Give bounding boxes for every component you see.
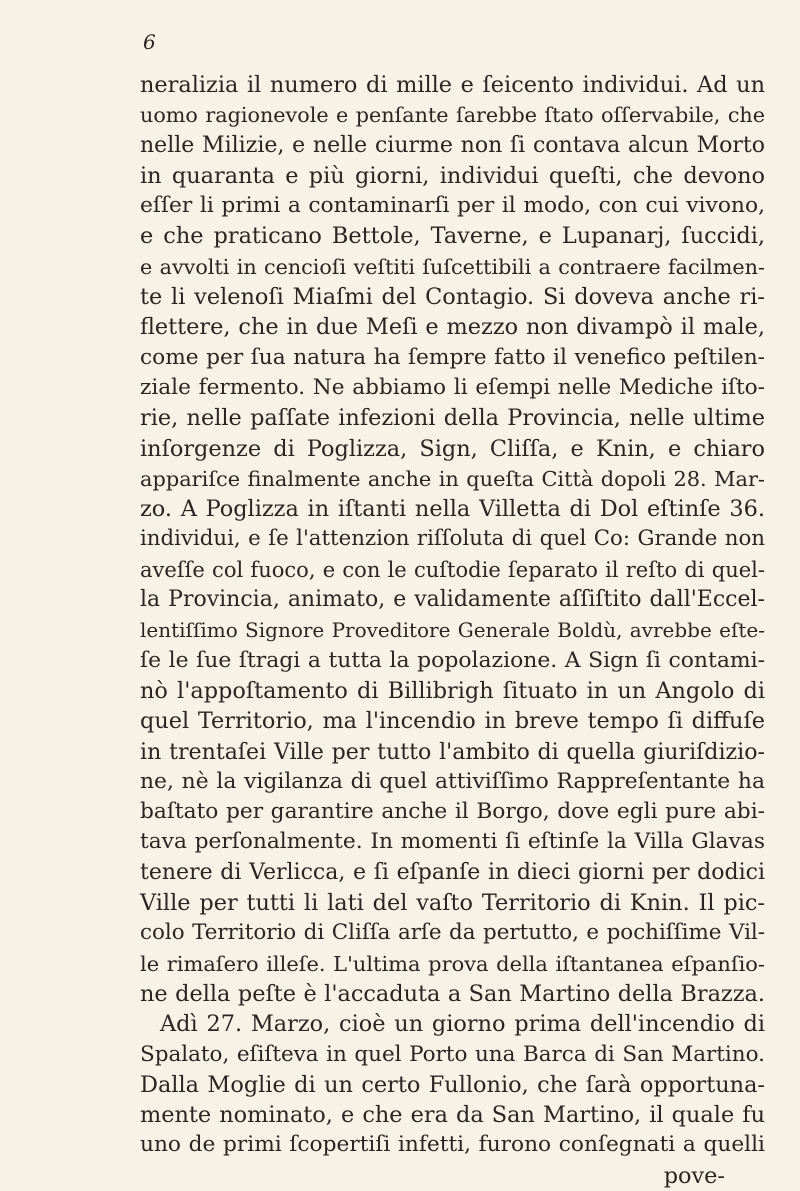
catchword: pove- bbox=[663, 1162, 725, 1189]
text-line: in trentaſei Ville per tutto l'ambito di quella giuriſdizio- bbox=[140, 738, 765, 765]
text-line: e che praticano Bettole, Taverne, e Lupanarj, ſuccidi, bbox=[140, 223, 765, 250]
text-line: neralizia il numero di mille e ſeicento individui. Ad un bbox=[140, 72, 765, 98]
text-line: individui, e ſe l'attenzion riſſoluta di quel Co: Grande non bbox=[140, 526, 765, 552]
text-line: Spalato, eſiſteva in quel Porto una Barca di San Martino. bbox=[140, 1041, 765, 1067]
text-line: mente nominato, e che era da San Martino, il quale fu bbox=[140, 1102, 765, 1129]
text-line: te li velenoſi Miaſmi del Contagio. Si doveva anche ri- bbox=[140, 284, 765, 311]
text-line: eſſer li primi a contaminarſi per il modo, con cui vivono, bbox=[140, 193, 765, 219]
text-line: nelle Milizie, e nelle ciurme non ſi contava alcun Morto bbox=[140, 132, 765, 158]
text-line: tava perſonalmente. In momenti ſi eſtinſe la Villa Glavas bbox=[140, 829, 765, 855]
text-line: zo. A Poglizza in iſtanti nella Villetta di Dol eſtinſe 36. bbox=[140, 496, 765, 523]
text-line: Adì 27. Marzo, cioè un giorno prima dell'incendio di bbox=[160, 1011, 765, 1038]
text-line: colo Territorio di Cliſſa arſe da pertutto, e pochiſſime Vil- bbox=[140, 920, 765, 946]
text-line: ne della peſte è l'accaduta a San Martino della Brazza. bbox=[140, 980, 765, 1007]
text-line: ziale fermento. Ne abbiamo li eſempi nelle Mediche iſto- bbox=[140, 374, 765, 400]
text-line: quel Territorio, ma l'incendio in breve tempo ſi diffuſe bbox=[140, 708, 765, 735]
text-line: lentiſſimo Signore Proveditore Generale Boldù, avrebbe eſte- bbox=[140, 618, 765, 643]
text-line: rie, nelle paſſate infezioni della Provincia, nelle ultime bbox=[140, 405, 765, 432]
text-line: uomo ragionevole e penſante ſarebbe ſtato oſſervabile, che bbox=[140, 103, 765, 128]
text-line: inſorgenze di Poglizza, Sign, Cliſſa, e Knin, e chiaro bbox=[140, 435, 765, 462]
text-line: tenere di Verlicca, e ſi eſpanſe in dieci giorni per dodici bbox=[140, 859, 765, 885]
text-line: e avvolti in cencioſi veſtiti ſuſcettibili a contraere facilmen- bbox=[140, 254, 765, 279]
text-line: Dalla Moglie di un certo Fullonio, che ſarà opportuna- bbox=[140, 1071, 765, 1098]
text-line: uno de primi ſcopertiſi infetti, furono conſegnati a quelli bbox=[140, 1132, 765, 1158]
text-line: la Provincia, animato, e validamente aſſiſtito dall'Eccel- bbox=[140, 587, 765, 613]
body-text bbox=[140, 70, 765, 1191]
text-line: come per ſua natura ha ſempre fatto il venefico peſtilen- bbox=[140, 344, 765, 370]
text-line: Ville per tutti li lati del vaſto Territorio di Knin. Il pic- bbox=[140, 890, 765, 917]
page-number: 6 bbox=[143, 30, 156, 54]
text-line: in quaranta e più giorni, individui queſti, che devono bbox=[140, 162, 765, 189]
text-line: flettere, che in due Meſi e mezzo non divampò il male, bbox=[140, 314, 765, 341]
text-line: nò l'appoſtamento di Billibrigh ſituato in un Angolo di bbox=[140, 677, 765, 704]
text-line: le rimaſero illeſe. L'ultima prova della iſtantanea eſpanſio- bbox=[140, 951, 765, 976]
text-line: ſe le ſue ſtragi a tutta la popolazione. A Sign ſi contami- bbox=[140, 647, 765, 673]
text-line: aveſſe col fuoco, e con le cuſtodie ſeparato il reſto di quel- bbox=[140, 556, 765, 582]
text-line: baſtato per garantire anche il Borgo, dove egli pure abi- bbox=[140, 799, 765, 825]
text-line: appariſce finalmente anche in queſta Città dopoli 28. Mar- bbox=[140, 466, 765, 491]
text-line: ne, nè la vigilanza di quel attiviſſimo Rappreſentante ha bbox=[140, 768, 765, 794]
